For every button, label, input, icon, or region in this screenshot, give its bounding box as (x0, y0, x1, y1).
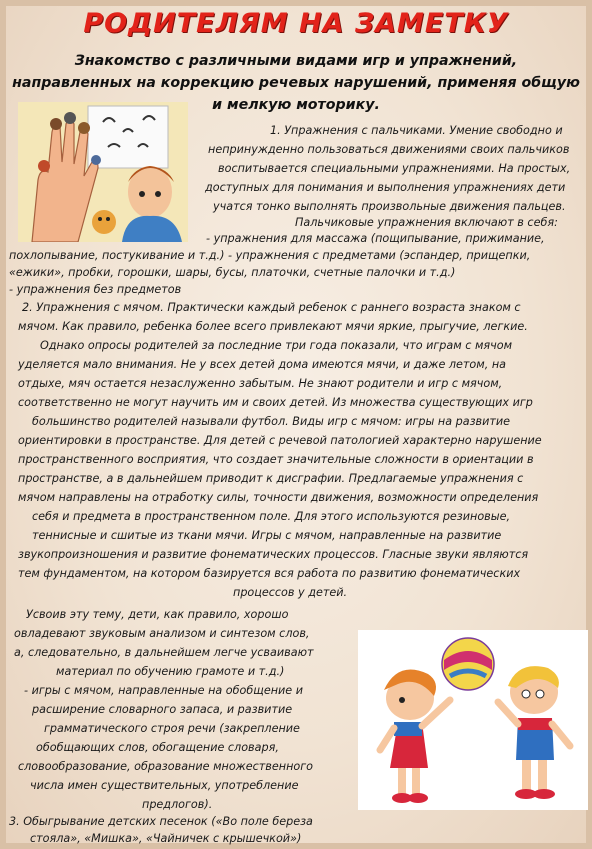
text-line: уделяется мало внимания. Не у всех детей дома имеются мячи, и даже летом, на (18, 358, 506, 371)
text-line: воспитывается специальными упражнениями. На простых, (218, 162, 571, 175)
text-line: учатся тонко выполнять произвольные движения пальцев. (213, 200, 566, 213)
text-line: - упражнения для массажа (пощипывание, прижимание, (206, 232, 545, 245)
text-line: процессов у детей. (233, 586, 348, 599)
text-line: овладевают звуковым анализом и синтезом слов, (14, 627, 310, 640)
finger-puppets-illustration (18, 102, 188, 242)
text-line: отдыхе, мяч остается незаслуженно забытым. Не знают родители и игр с мячом, (18, 377, 503, 390)
text-line: теннисные и сшитые из ткани мячи. Игры с мячом, направленные на развитие (32, 529, 502, 542)
text-line: звукопроизношения и развитие фонематических процессов. Гласные звуки являются (18, 548, 529, 561)
kids-playing-ball-illustration (358, 630, 588, 810)
text-line: большинство родителей называли футбол. Виды игр с мячом: игры на развитие (32, 415, 511, 428)
text-line: 2. Упражнения с мячом. Практически каждый ребенок с раннего возраста знаком с (22, 301, 521, 314)
text-line: материал по обучению грамоте и т.д.) (56, 665, 285, 678)
text-line: себя и предмета в пространственном поле. Для этого используются резиновые, (32, 510, 511, 523)
text-line: а, следовательно, в дальнейшем легче усваивают (14, 646, 314, 659)
text-line: обобщающих слов, обогащение словаря, (36, 741, 279, 754)
page-title: РОДИТЕЛЯМ НА ЗАМЕТКУ (83, 8, 509, 39)
text-line: словообразование, образование множественного (18, 760, 313, 773)
text-line: доступных для понимания и выполнения упражнениях дети (205, 181, 566, 194)
text-line: - игры с мячом, направленные на обобщение и (24, 684, 304, 697)
text-line: числа имен существительных, употребление (30, 779, 299, 792)
text-line: непринужденно пользоваться движениями своих пальчиков (208, 143, 570, 156)
text-line: Однако опросы родителей за последние три года показали, что играм с мячом (40, 339, 513, 352)
text-line: Усвоив эту тему, дети, как правило, хорошо (26, 608, 289, 621)
text-line: - упражнения без предметов (9, 283, 182, 296)
text-line: похлопывание, постукивание и т.д.) - упражнения с предметами (эспандер, прищепки, (9, 249, 531, 262)
text-line: Пальчиковые упражнения включают в себя: (295, 216, 558, 229)
text-line: расширение словарного запаса, и развитие (32, 703, 293, 716)
text-line: предлогов). (142, 798, 213, 811)
text-line: ориентировки в пространстве. Для детей с речевой патологией характерно нарушение (18, 434, 542, 447)
text-line: 1. Упражнения с пальчиками. Умение свободно и (270, 124, 563, 137)
text-line: мячом. Как правило, ребенка более всего привлекают мячи яркие, прыгучие, легкие. (18, 320, 528, 333)
text-line: 3. Обыгрывание детских песенок («Во поле береза (9, 815, 313, 828)
text-line: грамматического строя речи (закрепление (44, 722, 300, 735)
text-line: стояла», «Мишка», «Чайничек с крышечкой») (30, 832, 302, 845)
text-line: соответственно не могут научить им и своих детей. Из множества существующих игр (18, 396, 533, 409)
text-line: пространственного восприятия, что создает значительные сложности в ориентации в (18, 453, 534, 466)
subtitle-line: и мелкую моторику. (212, 97, 380, 113)
text-line: «ежики», пробки, горошки, шары, бусы, платочки, счетные палочки и т.д.) (9, 266, 456, 279)
text-line: мячом направлены на отработку силы, точности движения, возможности определения (18, 491, 539, 504)
subtitle-line: Знакомство с различными видами игр и упражнений, (74, 53, 518, 69)
subtitle-line: направленных на коррекцию речевых нарушений, применяя общую (12, 75, 580, 91)
text-line: тем фундаментом, на котором базируется вся работа по развитию фонематических (18, 567, 521, 580)
text-line: пространстве, а в дальнейшем приводит к дисграфии. Предлагаемые упражнения с (18, 472, 524, 485)
